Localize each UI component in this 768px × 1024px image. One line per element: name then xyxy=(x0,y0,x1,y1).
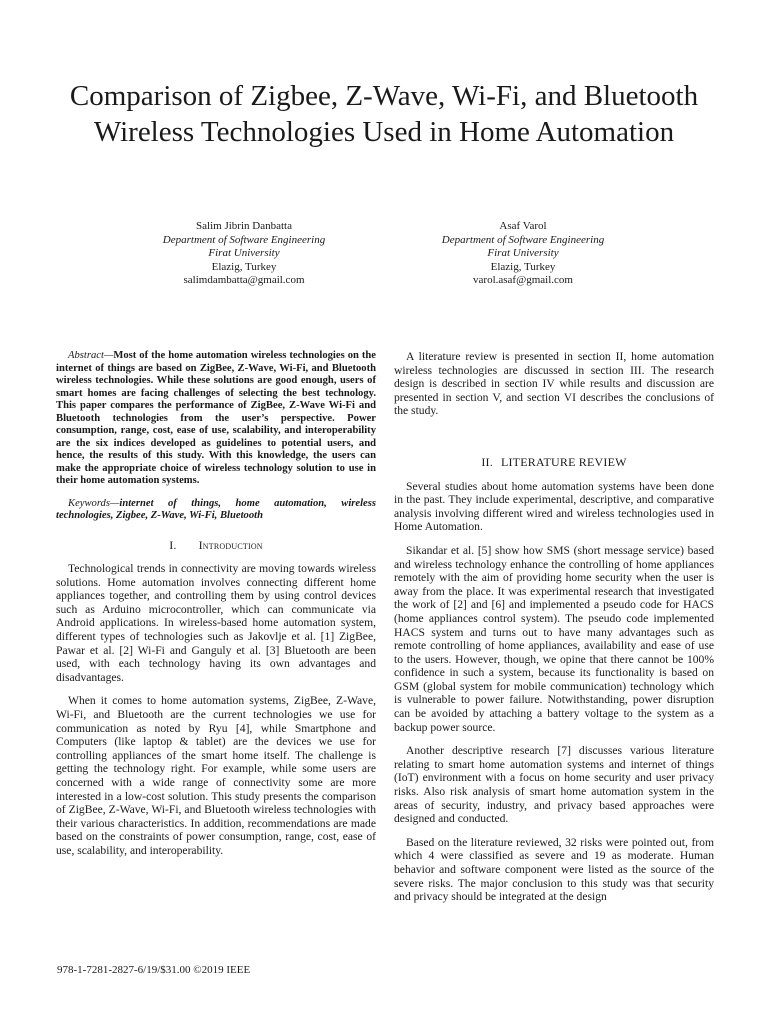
abstract-text: Most of the home automation wireless technologies on the internet of things are based on ZigBee, Z-Wave, Wi-Fi, and Bluetooth wireless technologies. While these solutions are good enough, users of smart homes are facing challenges of selecting the best technology. This paper compares the performance of ZigBee, Z-Wave Wi-Fi and Bluetooth technologies from the user’s perspective. Power consumption, range, cost, ease of use, scalability, and interoperability are the six indices developed as guidelines to potential users, and hence, the results of this study. With this knowledge, the users can make the appropriate choice of wireless technology solution to use in their home automation systems. xyxy=(56,350,376,486)
author-email: varol.asaf@gmail.com xyxy=(473,274,573,286)
section-number: I. xyxy=(169,537,177,552)
left-column xyxy=(56,350,376,868)
section-number: II. xyxy=(481,454,493,469)
author-location: Elazig, Turkey xyxy=(211,260,277,273)
paragraph: Based on the literature reviewed, 32 risks were pointed out, from which 4 were classified as severe and 19 as moderate. Human behavior and software component were listed as the source of the severe risks. The major conclusion to this study was that security and privacy should be integrated at the design xyxy=(394,835,714,904)
right-column xyxy=(394,350,714,914)
author-name: Salim Jibrin Danbatta xyxy=(196,220,292,232)
keywords-label: Keywords— xyxy=(68,497,120,509)
author-name: Asaf Varol xyxy=(499,220,547,232)
section-title: Introduction xyxy=(198,537,263,552)
author-university: Firat University xyxy=(208,247,280,259)
abstract-label: Abstract— xyxy=(68,350,114,361)
paragraph: Another descriptive research [7] discusses various literature relating to smart home automation systems and internet of things (IoT) environment with a focus on home security and user privacy risks. Also risk analysis of smart home automation system in the areas of security, industry, and privacy based approaches were designed and conducted. xyxy=(394,744,714,826)
paragraph: When it comes to home automation systems, ZigBee, Z-Wave, Wi-Fi, and Bluetooth are the current technologies we use for communication as noted by Ryu [4], while Smartphone and Computers (like laptop & tablet) are the devices we use for controlling appliances of the smart home itself. The challenge is getting the technology right. For example, while some users are concerned with a wide range of connectivity some are more interested in a low-cost solution. This study presents the comparison of ZigBee, Z-Wave, Wi-Fi, and Bluetooth wireless technologies with their various characteristics. In addition, recommendations are made based on the constraints of power consumption, range, cost, ease of use, scalability, and interoperability. xyxy=(56,694,376,857)
keywords-text: internet of things, home automation, wireless technologies, Zigbee, Z-Wave, Wi-Fi, Bluetooth xyxy=(56,497,376,521)
author-block-2 xyxy=(383,220,663,288)
section-heading-introduction xyxy=(56,539,376,553)
author-department: Department of Software Engineering xyxy=(441,233,605,246)
paragraph: Sikandar et al. [5] show how SMS (short message service) based and wireless technology enhance the controlling of home appliances remotely with the aim of providing home security when the user is away from the place. It was experimental research that investigated the work of [2] and [6] and implemented a pseudo code for HACS (home appliances control system). The pseudo code implemented HACS system and turns out to have many advantages such as remote controlling of home appliances, availability and ease of use to the users. However, though, we opine that there cannot be 100% confidence in such a system, because its functionality is based on GSM (global system for mobile communication) technology which is vulnerable to power failure. Notwithstanding, power disruption can be avoided by attaching a battery voltage to the system as a backup power source. xyxy=(394,543,714,734)
author-university: Firat University xyxy=(487,247,559,259)
keywords xyxy=(56,498,376,523)
section-heading-literature-review xyxy=(394,456,714,470)
author-block-1 xyxy=(104,220,384,288)
copyright-footer: 978-1-7281-2827-6/19/$31.00 ©2019 IEEE xyxy=(57,964,251,976)
paragraph: A literature review is presented in section II, home automation wireless technologies are discussed in section III. The research design is described in section IV while results and discussion are presented in section V, and section VI describes the conclusions of the study. xyxy=(394,350,714,418)
author-location: Elazig, Turkey xyxy=(490,260,556,273)
paragraph: Several studies about home automation systems have been done in the past. They include experimental, descriptive, and comparative analysis involving different wired and wireless technologies used in Home Automation. xyxy=(394,479,714,534)
abstract xyxy=(56,350,376,488)
paragraph: Technological trends in connectivity are moving towards wireless solutions. Home automation involves connecting different home appliances together, and controlling them by using control devices such as Arduino microcontroller, which can communicate via Android applications. In wireless-based home automation system, different types of technologies such as Jakovlje et al. [1] ZigBee, Pawar et al. [2] Wi-Fi and Ganguly et al. [3] Bluetooth are been used, with each technology having its own advantages and disadvantages. xyxy=(56,562,376,684)
author-department: Department of Software Engineering xyxy=(162,233,326,246)
paper-title: Comparison of Zigbee, Z-Wave, Wi-Fi, and Bluetooth Wireless Technologies Used in Home Automation xyxy=(69,80,699,148)
section-title: LITERATURE REVIEW xyxy=(500,454,627,469)
author-email: salimdambatta@gmail.com xyxy=(183,274,305,286)
